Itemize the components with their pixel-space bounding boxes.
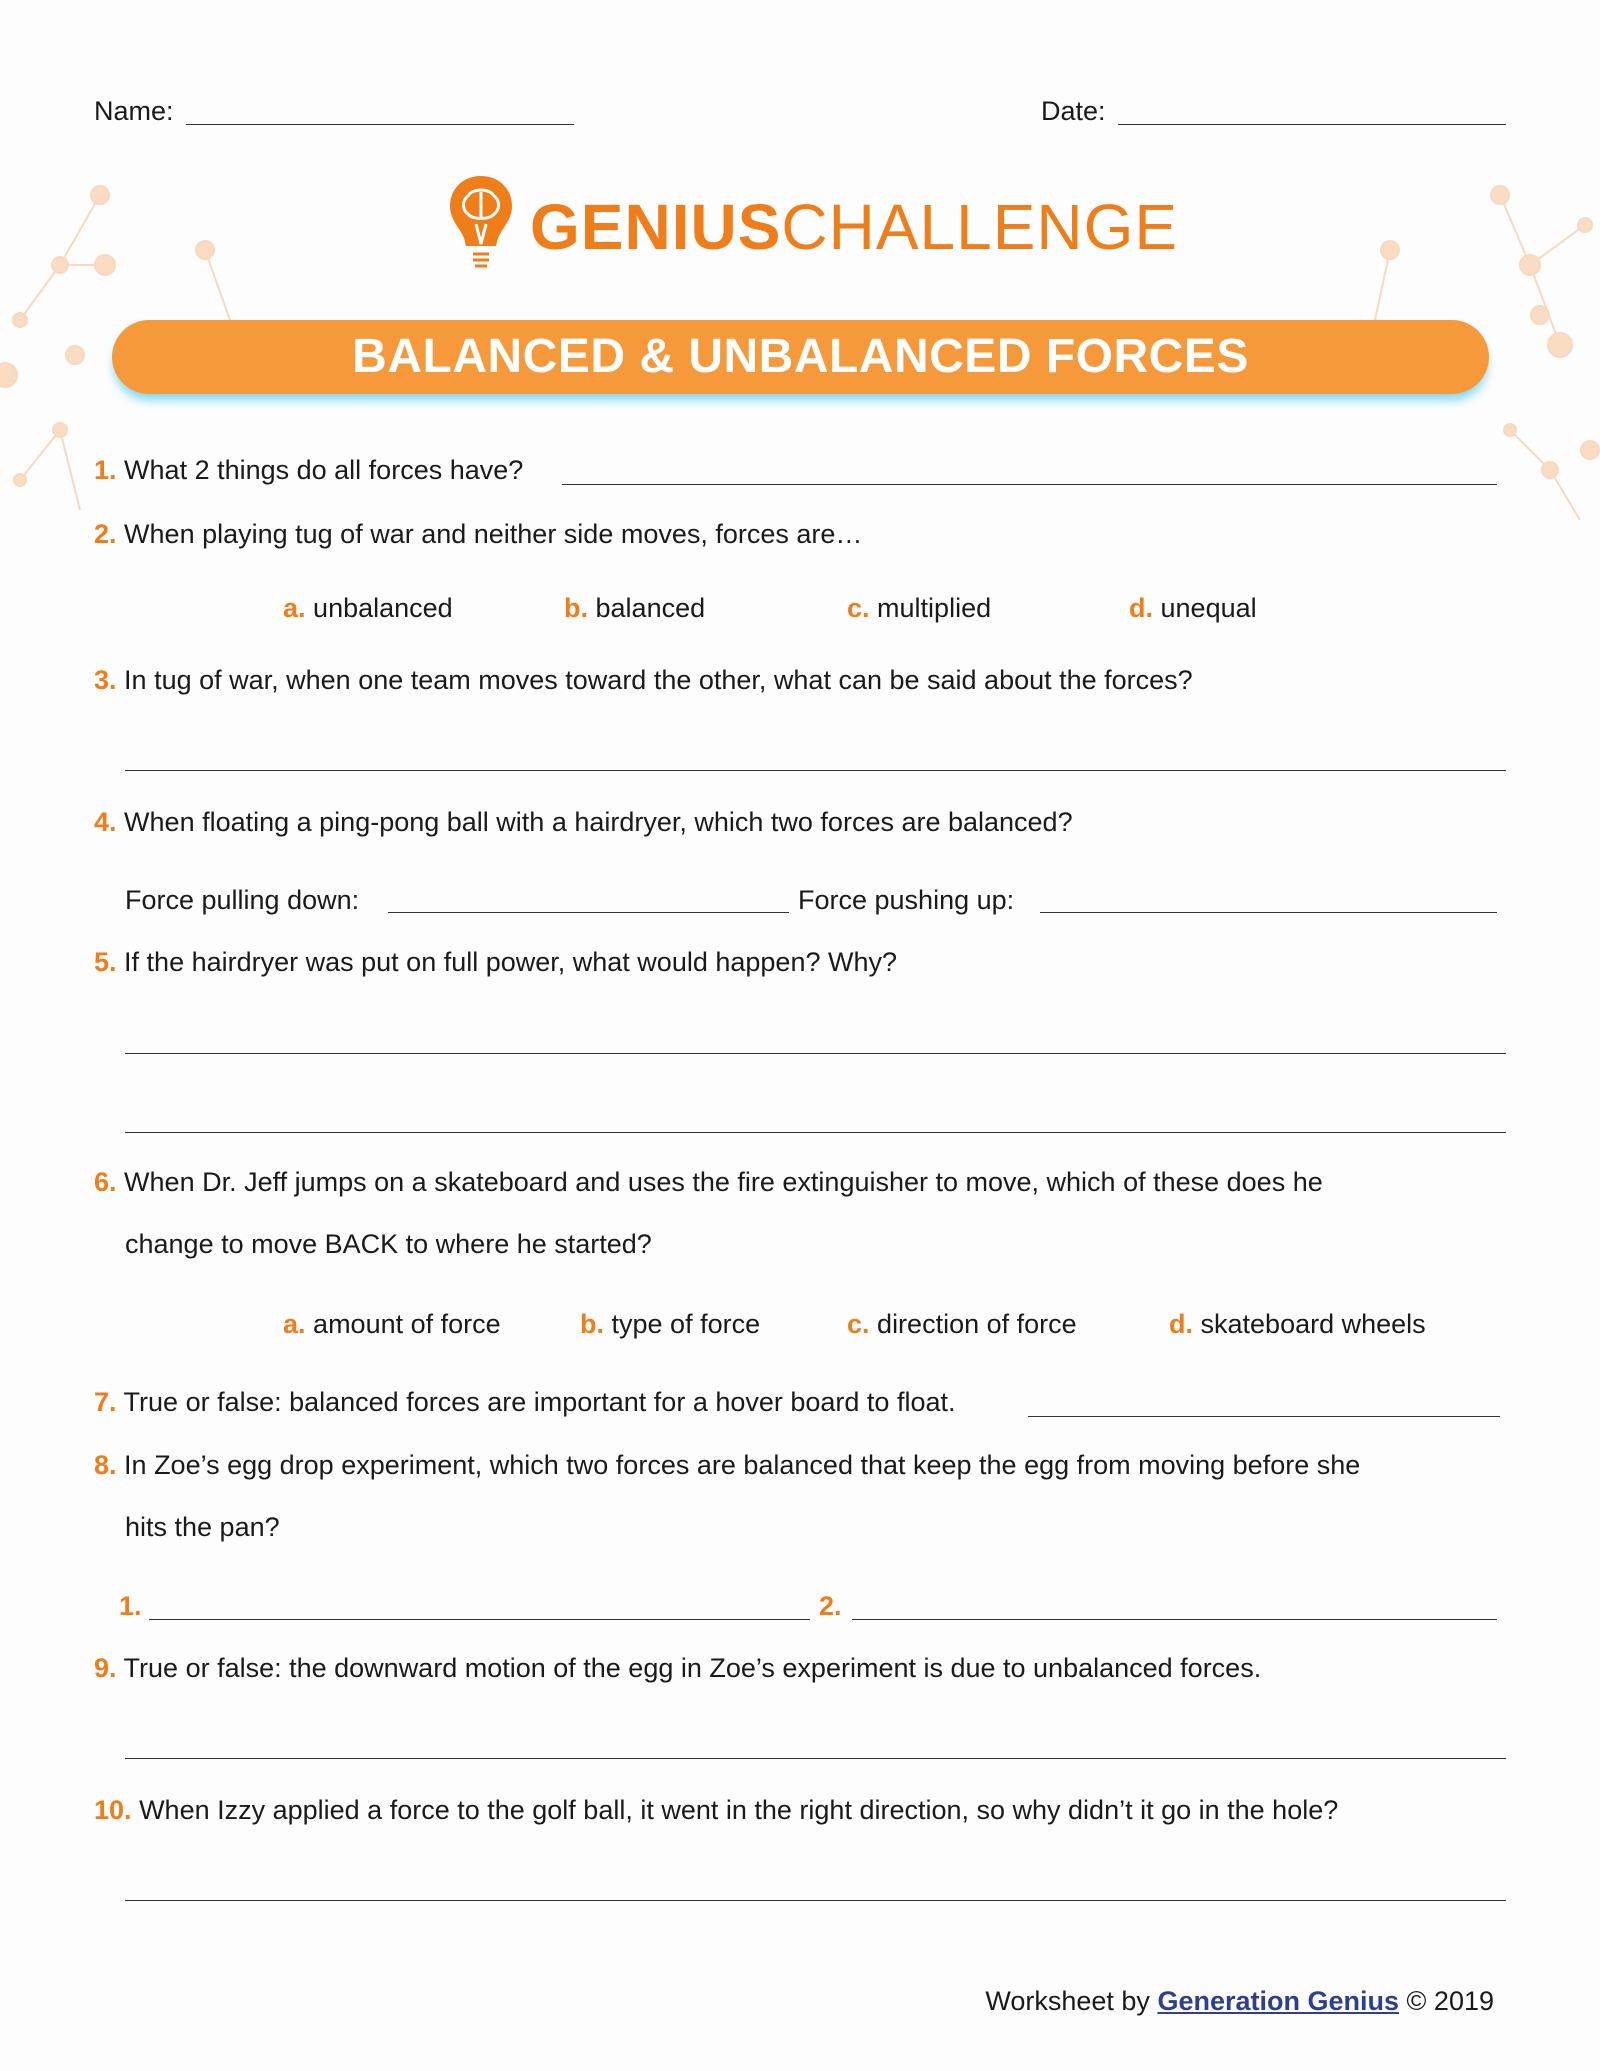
genius-challenge-logo [446,172,1179,282]
question-7: 7. True or false: balanced forces are important for a hover board to float. [94,1387,956,1417]
force-down-input[interactable] [388,912,789,913]
question-8-cont: hits the pan? [125,1512,280,1542]
answer-line-10[interactable] [125,1900,1506,1901]
date-input[interactable] [1118,124,1506,125]
answer-line-3[interactable] [125,770,1506,771]
name-field-label: Name: [94,96,174,126]
question-9: 9. True or false: the downward motion of the egg in Zoe’s experiment is due to unbalanced forces. [94,1653,1262,1683]
answer-label-2: 2. [819,1591,842,1621]
option-d[interactable]: d. unequal [1129,593,1257,623]
question-6-cont: change to move BACK to where he started? [125,1229,652,1259]
logo-challenge: CHALLENGE [781,191,1179,263]
answer-label-1: 1. [119,1591,142,1621]
logo-genius: GENIUS [530,191,782,263]
option-c[interactable]: c. direction of force [847,1309,1077,1339]
force-down-label: Force pulling down: [125,885,360,915]
answer-line-9[interactable] [125,1758,1506,1759]
force-up-input[interactable] [1040,912,1497,913]
generation-genius-link[interactable]: Generation Genius [1157,1986,1400,2016]
answer-input-8-2[interactable] [852,1619,1497,1620]
answer-line-7[interactable] [1028,1416,1500,1417]
question-5: 5. If the hairdryer was put on full power, what would happen? Why? [94,947,897,977]
question-8: 8. In Zoe’s egg drop experiment, which two forces are balanced that keep the egg from moving before she [94,1450,1361,1480]
option-b[interactable]: b. balanced [564,593,706,623]
option-d[interactable]: d. skateboard wheels [1169,1309,1426,1339]
date-field-label: Date: [1041,96,1106,126]
question-10: 10. When Izzy applied a force to the golf ball, it went in the right direction, so why didn’t it go in the hole? [94,1795,1339,1825]
question-4: 4. When floating a ping-pong ball with a hairdryer, which two forces are balanced? [94,807,1073,837]
question-2: 2. When playing tug of war and neither side moves, forces are… [94,519,863,549]
answer-line-1[interactable] [562,484,1497,485]
option-a[interactable]: a. unbalanced [283,593,453,623]
lightbulb-brain-icon [446,172,516,277]
option-b[interactable]: b. type of force [580,1309,761,1339]
question-1: 1. What 2 things do all forces have? [94,455,524,485]
name-input[interactable] [186,124,574,125]
answer-line-5b[interactable] [125,1132,1506,1133]
answer-input-8-1[interactable] [149,1619,810,1620]
worksheet-title: BALANCED & UNBALANCED FORCES [112,320,1489,394]
question-6: 6. When Dr. Jeff jumps on a skateboard and uses the fire extinguisher to move, which of these does he [94,1167,1323,1197]
option-c[interactable]: c. multiplied [847,593,992,623]
question-3: 3. In tug of war, when one team moves toward the other, what can be said about the forces? [94,665,1193,695]
option-a[interactable]: a. amount of force [283,1309,501,1339]
footer-credit: Worksheet by Generation Genius © 2019 [985,1986,1494,2016]
answer-line-5a[interactable] [125,1053,1506,1054]
force-up-label: Force pushing up: [798,885,1015,915]
